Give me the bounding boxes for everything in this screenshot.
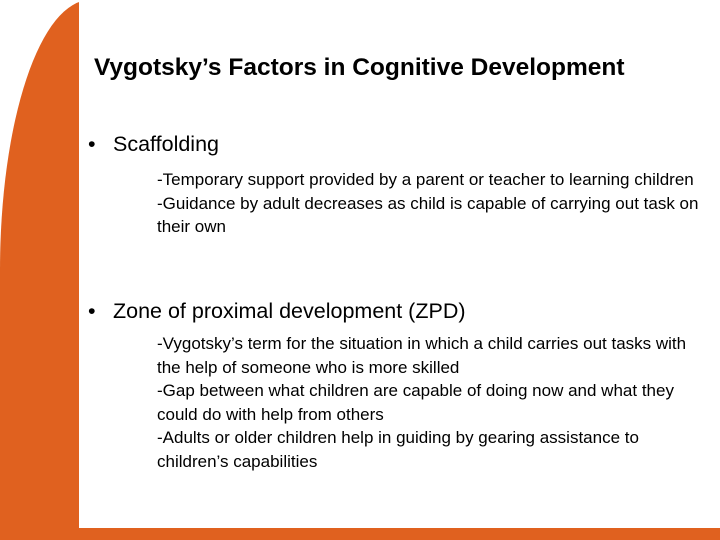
bullet-icon: •: [88, 132, 96, 156]
detail-line: -Vygotsky’s term for the situation in which a child carries out tasks with the help of someone who is more skilled: [157, 334, 687, 377]
detail-line: -Gap between what children are capable of doing now and what they could do with help from others: [157, 381, 674, 424]
scaffolding-details: [157, 168, 712, 239]
bullet-scaffolding: [88, 132, 219, 157]
bullet-zpd: [88, 299, 466, 324]
detail-line: -Temporary support provided by a parent or teacher to learning children: [157, 170, 694, 189]
slide-title: Vygotsky’s Factors in Cognitive Development: [94, 54, 625, 81]
bullet-icon: •: [88, 299, 96, 323]
zpd-details: [157, 332, 712, 473]
bullet-heading: Zone of proximal development (ZPD): [113, 299, 466, 323]
bullet-heading: Scaffolding: [113, 132, 219, 156]
detail-line: -Adults or older children help in guiding by gearing assistance to children’s capabilities: [157, 428, 639, 471]
detail-line: -Guidance by adult decreases as child is capable of carrying out task on their own: [157, 193, 699, 236]
